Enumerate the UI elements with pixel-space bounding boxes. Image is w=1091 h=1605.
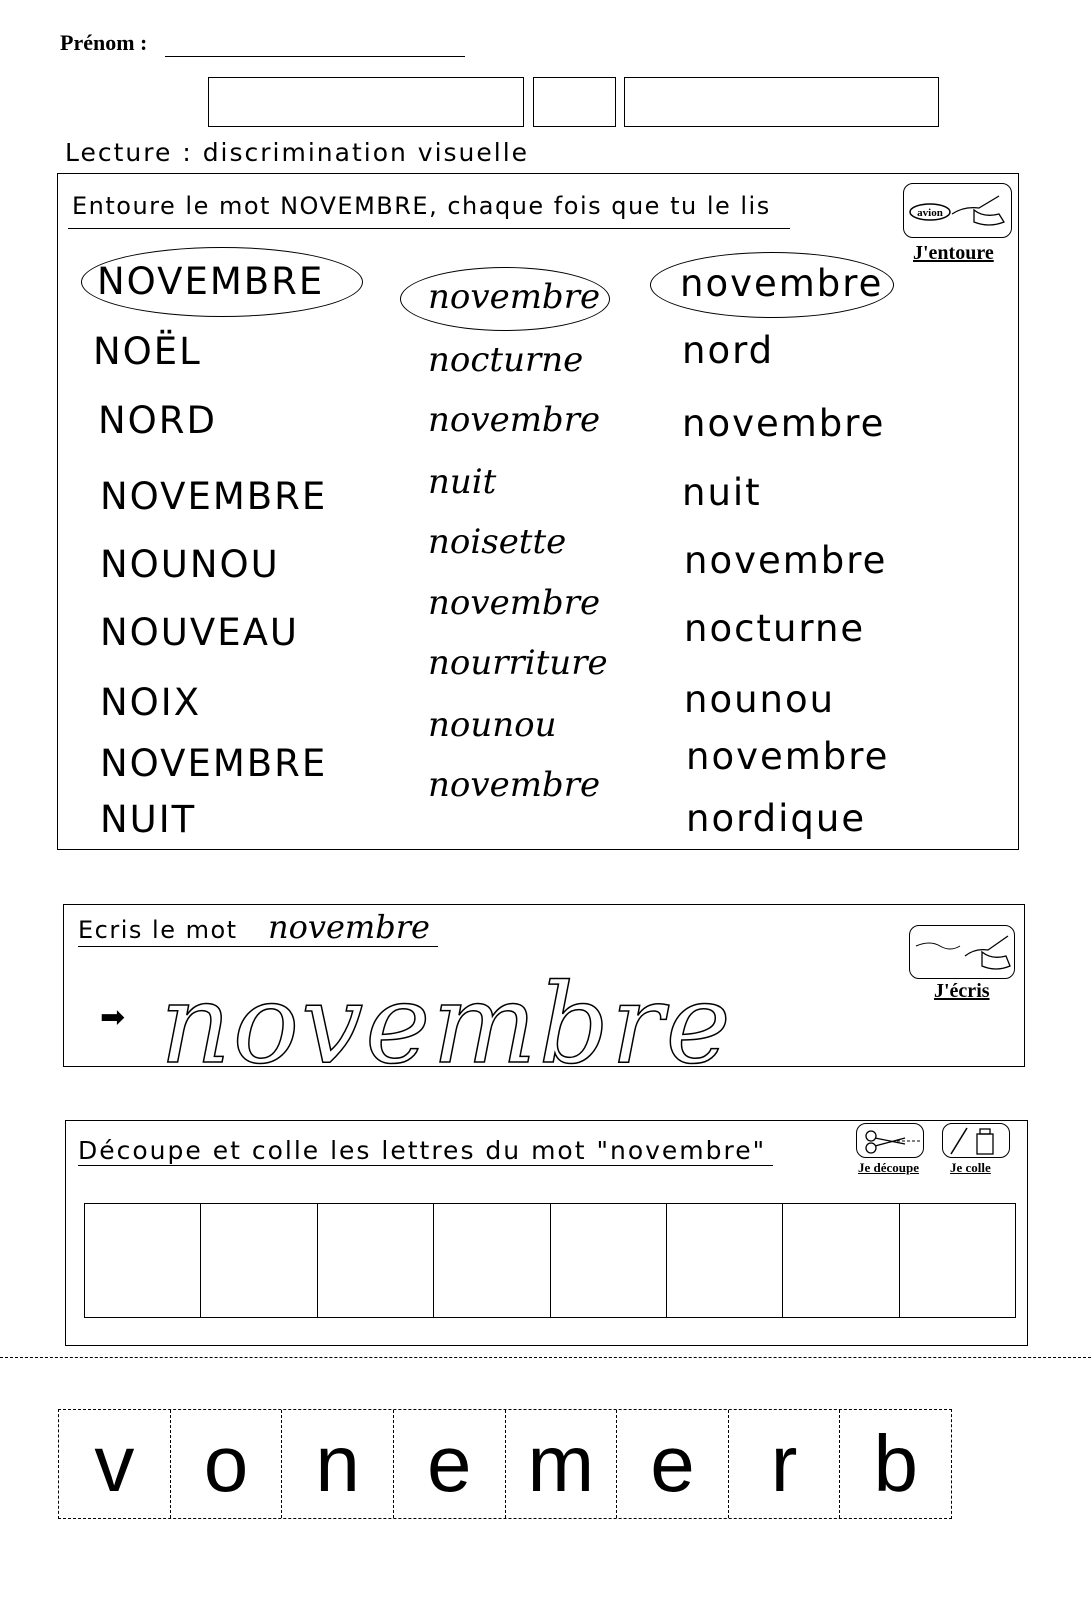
exercise-2-instruction: Ecris le mot [78,916,238,944]
letter-tile[interactable]: e [617,1410,729,1518]
word-upper[interactable]: NORD [98,399,217,442]
word-upper[interactable]: NOVEMBRE [100,475,328,518]
paste-slot[interactable] [85,1204,201,1317]
letter-tile[interactable]: n [282,1410,394,1518]
letter-tile[interactable]: o [171,1410,283,1518]
word-upper[interactable]: NOËL [93,330,202,373]
word-upper[interactable]: NOVEMBRE [97,260,325,303]
word-lower[interactable]: novembre [686,735,890,778]
word-upper[interactable]: NUIT [100,798,197,841]
prenom-field[interactable] [165,56,465,57]
model-word: novembre [268,908,430,946]
word-script[interactable]: noisette [428,522,567,562]
arrow-right-icon: ➡ [100,1000,126,1035]
word-lower[interactable]: novembre [682,402,886,445]
instruction-underline [78,1165,773,1166]
header-box-1 [208,77,524,127]
section-title: Lecture : discrimination visuelle [65,138,530,167]
letter-tiles [58,1409,952,1519]
icon-caption-circle: J'entoure [913,242,994,264]
header-box-2 [533,77,616,127]
word-script[interactable]: novembre [428,765,601,805]
paste-slot[interactable] [318,1204,434,1317]
pencil-hand-icon [909,925,1015,979]
word-upper[interactable]: NOUNOU [100,543,280,586]
letter-tile[interactable]: m [506,1410,618,1518]
word-upper[interactable]: NOUVEAU [100,611,299,654]
letter-tile[interactable]: b [873,1419,918,1508]
exercise-3-instruction: Découpe et colle les lettres du mot "novembre" [78,1136,767,1165]
word-lower[interactable]: nuit [682,471,762,514]
paste-slot[interactable] [783,1204,899,1317]
glue-icon [942,1123,1010,1158]
icon-caption-write: J'écris [934,980,990,1002]
cut-line [0,1357,1091,1358]
icon-word: avion [917,207,943,219]
word-script[interactable]: novembre [428,400,601,440]
header-box-3 [624,77,939,127]
instruction-underline [68,228,790,229]
word-lower[interactable]: nord [682,329,775,372]
tracing-word[interactable]: novembre [160,960,733,1088]
word-script[interactable]: novembre [428,277,601,317]
icon-caption-glue: Je colle [950,1160,991,1175]
word-script[interactable]: nourriture [428,643,608,683]
instruction-underline [78,946,438,947]
prenom-label: Prénom : [60,30,148,55]
letter-tile[interactable]: v [59,1410,171,1518]
word-lower[interactable]: nocturne [684,607,866,650]
word-lower[interactable]: nounou [684,678,836,721]
word-lower[interactable]: novembre [680,262,884,305]
word-script[interactable]: nuit [428,462,497,502]
letter-tile[interactable]: r [729,1410,841,1518]
word-upper[interactable]: NOIX [100,681,202,724]
paste-slot[interactable] [434,1204,550,1317]
paste-slot[interactable] [900,1204,1015,1317]
word-script[interactable]: nocturne [428,340,584,380]
exercise-1-instruction: Entoure le mot NOVEMBRE, chaque fois que tu le lis [72,192,771,220]
word-lower[interactable]: novembre [684,539,888,582]
word-upper[interactable]: NOVEMBRE [100,742,328,785]
paste-slot[interactable] [551,1204,667,1317]
paste-slot[interactable] [201,1204,317,1317]
word-script[interactable]: nounou [428,705,557,745]
word-script[interactable]: novembre [428,583,601,623]
paste-slot[interactable] [667,1204,783,1317]
word-lower[interactable]: nordique [686,797,867,840]
letter-tile[interactable]: e [394,1410,506,1518]
icon-caption-cut: Je découpe [858,1160,920,1175]
scissors-icon [856,1123,924,1158]
circle-icon [903,183,1012,238]
paste-grid [84,1203,1016,1318]
